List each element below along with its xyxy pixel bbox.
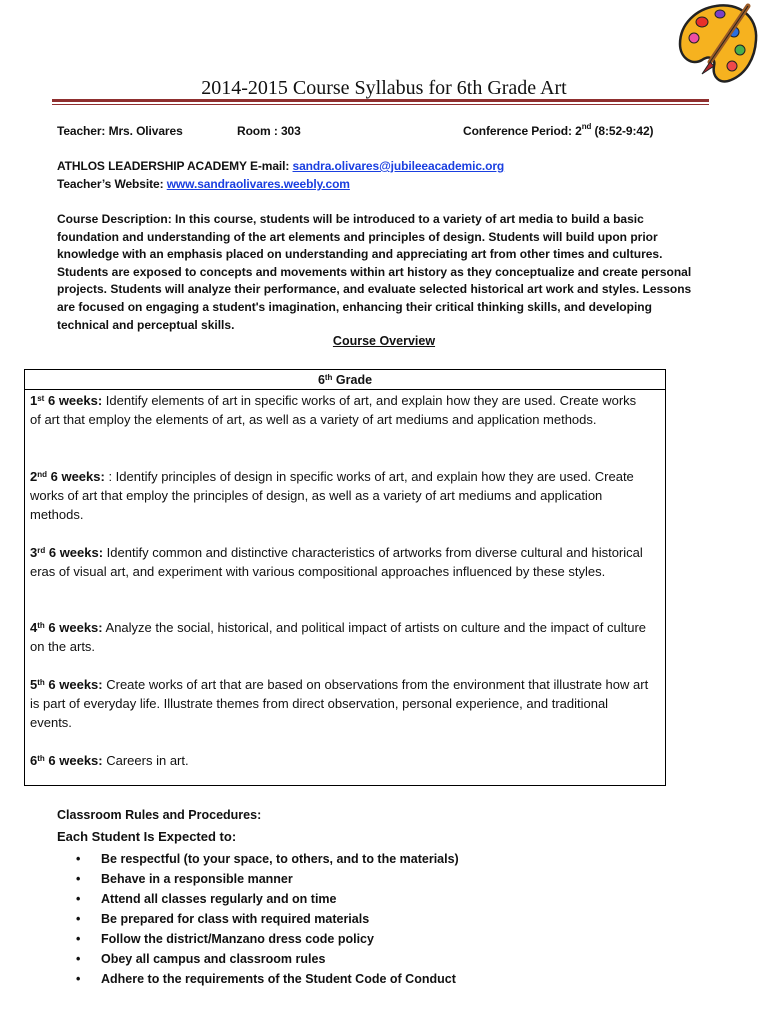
period-3: 3rd 6 weeks: Identify common and distinctive characteristics of artworks from diverse cultural and historical eras of visual art, and experiment with various compositional approaches influenced by these styles. xyxy=(30,545,643,579)
title-rule-thick xyxy=(52,99,709,102)
expected-heading: Each Student Is Expected to: xyxy=(57,829,237,844)
teacher-label: Teacher: Mrs. Olivares xyxy=(57,124,183,138)
list-item: • Attend all classes regularly and on time xyxy=(76,889,459,909)
period-5: 5th 6 weeks: Create works of art that are based on observations from the environment that illustrate how art is part of everyday life. Illustrate themes from direct observation, personal experience, and traditional events. xyxy=(30,677,649,730)
list-item: • Behave in a responsible manner xyxy=(76,869,459,889)
list-item: • Be prepared for class with required materials xyxy=(76,909,459,929)
page-title: 2014-2015 Course Syllabus for 6th Grade Art xyxy=(201,77,567,99)
period-1: 1st 6 weeks: Identify elements of art in specific works of art, and explain how they are used. Create works of art that employ the elements of art, as well as a variety of art mediums and application methods. xyxy=(30,393,637,427)
rules-heading: Classroom Rules and Procedures: xyxy=(57,808,262,822)
bullet-icon: • xyxy=(76,892,81,906)
course-overview-table xyxy=(24,369,666,786)
grade-header: 6th Grade xyxy=(25,370,665,390)
list-item: • Be respectful (to your space, to others, and to the materials) xyxy=(76,849,459,869)
email-line: ATHLOS LEADERSHIP ACADEMY E-mail: sandra.olivares@jubileeacademic.org xyxy=(57,159,505,173)
period-2: 2nd 6 weeks: : Identify principles of design in specific works of art, and explain how they are used. Create works of art that employ the principles of design, as well as a variety of art mediums and application methods. xyxy=(30,469,634,522)
conference-period: Conference Period: 2nd (8:52-9:42) xyxy=(463,122,654,138)
bullet-icon: • xyxy=(76,912,81,926)
bullet-icon: • xyxy=(76,952,81,966)
period-4: 4th 6 weeks: Analyze the social, historical, and political impact of artists on culture and the impact of culture on the arts. xyxy=(30,620,647,654)
bullet-icon: • xyxy=(76,932,81,946)
bullet-icon: • xyxy=(76,872,81,886)
bullet-icon: • xyxy=(76,852,81,866)
website-line: Teacher’s Website: www.sandraolivares.weebly.com xyxy=(57,177,350,191)
course-overview-heading: Course Overview xyxy=(332,334,436,348)
website-link[interactable]: www.sandraolivares.weebly.com xyxy=(166,177,350,191)
email-link[interactable]: sandra.olivares@jubileeacademic.org xyxy=(292,159,505,173)
course-description: Course Description: In this course, students will be introduced to a variety of art media to build a basic foundation and understanding of the art elements and principles of design. Students will build upon prior knowledge with an emphasis placed on understanding and appreciating art from other times and cultures. Students are exposed to concepts and movements within art history as they conceptualize and create personal projects. Students will analyze their performance, and evaluate selected historical art work and styles. Lessons are focused on engaging a student's imagination, enhancing their critical thinking skills, and developing technical and perceptual skills. xyxy=(57,212,692,332)
paint-palette-icon xyxy=(676,0,760,86)
room-label: Room : 303 xyxy=(237,124,301,138)
period-6: 6th 6 weeks: Careers in art. xyxy=(30,753,189,768)
list-item: • Adhere to the requirements of the Student Code of Conduct xyxy=(76,969,459,989)
rules-list xyxy=(76,849,459,989)
title-rule-thin xyxy=(52,104,709,105)
list-item: • Follow the district/Manzano dress code policy xyxy=(76,929,459,949)
list-item: • Obey all campus and classroom rules xyxy=(76,949,459,969)
bullet-icon: • xyxy=(76,972,81,986)
